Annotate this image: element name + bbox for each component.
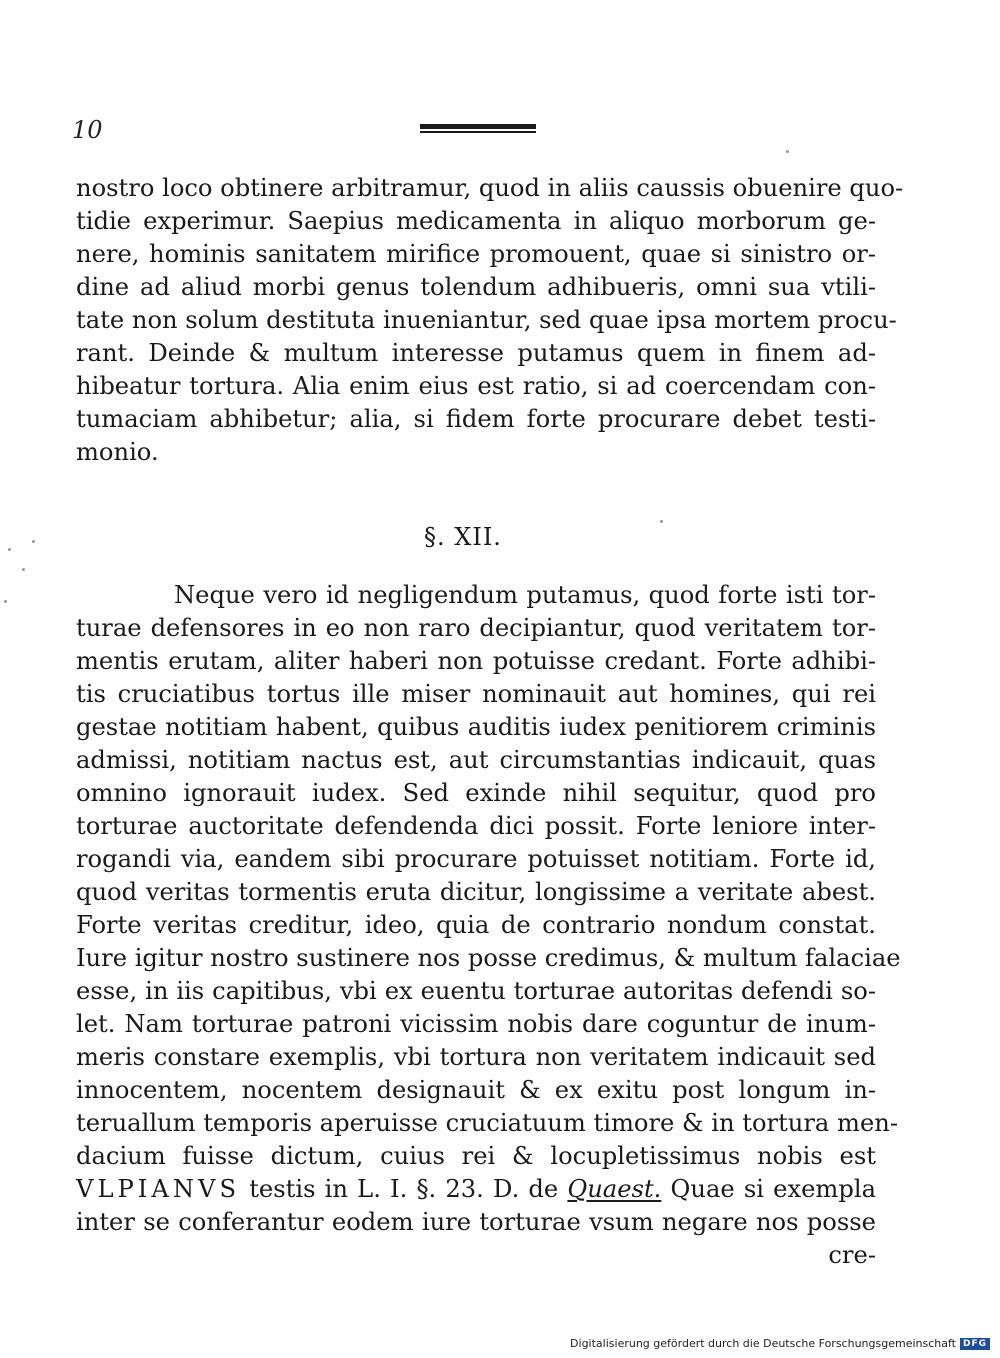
page-number: 10 [72,116,103,144]
text-line: tate non solum destituta inueniantur, sed quae ipsa mortem procu- [76,306,897,334]
text-line: quod veritas tormentis eruta dicitur, longissime a veritate abest. [76,878,876,906]
text-line: dine ad aliud morbi genus tolendum adhibueris, omni sua vtili- [76,273,876,301]
footer [570,1337,990,1350]
text-line: omnino ignorauit iudex. Sed exinde nihil sequitur, quod pro [76,779,876,807]
scan-speck [22,568,25,571]
text-line: tis cruciatibus tortus ille miser nominauit aut homines, qui rei [76,680,876,708]
text-line: rogandi via, eandem sibi procurare potuisset notitiam. Forte id, [76,845,876,873]
text-line: teruallum temporis aperuisse cruciatuum timore & in tortura men- [76,1109,899,1137]
paragraph-2 [76,579,901,1272]
text-line: nere, hominis sanitatem mirifice promouent, quae si sinistro or- [76,240,876,268]
text-line: dacium fuisse dictum, cuius rei & locupletissimus nobis est [76,1142,876,1170]
text-line: monio. [76,438,159,466]
text-line: meris constare exemplis, vbi tortura non veritatem indicauit sed [76,1043,876,1071]
text-line [76,1173,876,1206]
text-line: hibeatur tortura. Alia enim eius est ratio, si ad coercendam con- [76,372,876,400]
text-line: Iure igitur nostro sustinere nos posse credimus, & multum falaciae [76,944,901,972]
text-line: Forte veritas creditur, ideo, quia de contrario nondum constat. [76,911,876,939]
citation-text: testis in L. I. §. 23. D. de [249,1175,559,1203]
text-line: gestae notitiam habent, quibus auditis iudex penitiorem criminis [76,713,876,741]
text-line: Neque vero id negligendum putamus, quod forte isti tor- [174,581,876,609]
text-line: torturae auctoritate defendenda dici possit. Forte leniore inter- [76,812,876,840]
scan-speck [660,520,663,523]
text-line: innocentem, nocentem designauit & ex exitu post longum in- [76,1076,876,1104]
text-line: admissi, notitiam nactus est, aut circumstantias indicauit, quas [76,746,876,774]
text-line: tidie experimur. Saepius medicamenta in aliquo morborum ge- [76,207,876,235]
header-rule [420,124,536,133]
scan-speck [8,548,11,551]
text-line: rant. Deinde & multum interesse putamus quem in finem ad- [76,339,876,367]
text-line: tumaciam abhibetur; alia, si fidem forte procurare debet testi- [76,405,876,433]
text-line: mentis erutam, aliter haberi non potuisse credant. Forte adhibi- [76,647,876,675]
dfg-logo: DFG [960,1338,990,1350]
text-line: nostro loco obtinere arbitramur, quod in aliis caussis obuenire quo- [76,174,904,202]
paragraph-1 [76,172,904,469]
citation-italic: Quaest. [567,1175,662,1203]
section-heading: §. XII. [424,523,502,551]
text-line: let. Nam torturae patroni vicissim nobis dare coguntur de inum- [76,1010,876,1038]
footer-credit: Digitalisierung gefördert durch die Deutsche Forschungsgemeinschaft [570,1337,956,1350]
text-line: turae defensores in eo non raro decipiantur, quod veritatem tor- [76,614,876,642]
catchword: cre- [828,1241,876,1269]
author-name: VLPIANVS [76,1175,241,1203]
scan-speck [32,540,35,543]
text-line: esse, in iis capitibus, vbi ex euentu torturae autoritas defendi so- [76,977,876,1005]
text-line: inter se conferantur eodem iure torturae vsum negare nos posse [76,1208,876,1236]
citation-after: Quae si exempla [670,1175,876,1203]
scan-speck [786,150,789,153]
scan-speck [4,600,7,603]
